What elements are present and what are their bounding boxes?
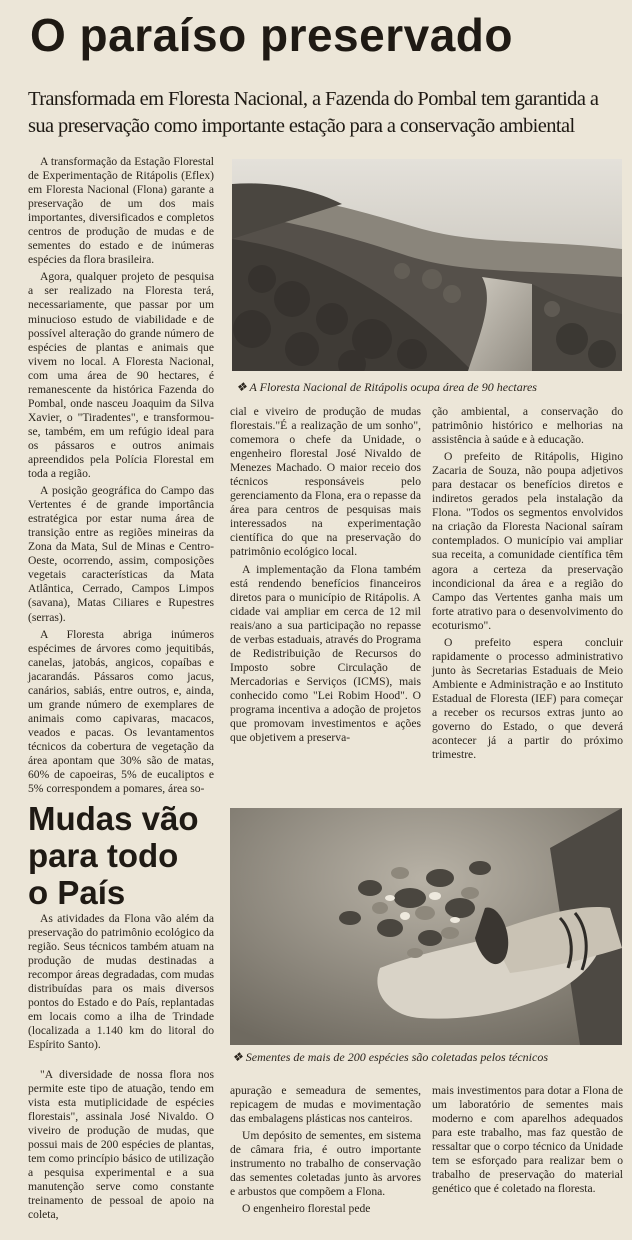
photo-caption: ❖ A Floresta Nacional de Ritápolis ocupa área de 90 hectares — [236, 380, 537, 394]
paragraph: "A diversidade de nossa flora nos permite este tipo de atuação, tendo em vista esta mutiplicidade de espécies florestais", assinala José Nivaldo. O viveiro de produção de mudas, que possui mais de 200 espécies de plantas, tem como princípio básico de utilização a pesquisa experimental e a sua manutenção serve como constante treinamento de pessoal de apoio na coleta, — [28, 1068, 214, 1222]
article-column-2 — [230, 405, 421, 745]
paragraph: Agora, qualquer projeto de pesquisa a ser realizado na Floresta terá, necessariamente, que passar por um minucioso estudo de viabilidade e de possível alteração do grande número de espécies de plantas e animais que vivem no local. A Floresta Nacional, com uma área de 90 hectares, é remanescente da histórica Fazenda do Pombal, onde nasceu Joaquim da Silva Xavier, o "Tiradentes", e transformou-se, também, em um refúgio ideal para os pássaros e outros animais apreendidos pela Polícia Florestal em toda a região. — [28, 270, 214, 481]
photo-caption: ❖ Sementes de mais de 200 espécies são coletadas pelos técnicos — [232, 1050, 549, 1064]
paragraph: mais investimentos para dotar a Flona de um laboratório de sementes mais moderno e com aparelhos adequados para este trabalho, mas faz questão de ressaltar que o corpo técnico da Unidade tem se esforçado para realizar bem o trabalho de preservação do material genético que é coletado na floresta. — [432, 1084, 623, 1196]
paragraph: A Floresta abriga inúmeros espécimes de árvores como jequitibás, canelas, jatobás, angicos, copaíbas e jacarandás. Pássaros como jacus, canários, sabiás, entre outros, e, ainda, um grande número de exemplares de animais como capivaras, macacos, veados e pacas. Os levantamentos técnicos da cobertura de vegetação da área apontam que 30% são de matas, 60% de capoeiras, 5% de eucaliptos e 5% correspondem a pomares, área so- — [28, 627, 214, 796]
subhead-line: sua preservação como importante estação para a conservação ambiental — [28, 115, 575, 137]
article-column-6 — [230, 1084, 421, 1216]
seeds-hand-photo — [230, 808, 622, 1045]
paragraph: A implementação da Flona também está rendendo benefícios financeiros diretos para o município de Ritápolis. A cidade vai ampliar em cerca de 12 mil reais/ano a sua participação no repasse de verbas estaduais, através do Programa de Redistribuição de Recursos do Imposto sobre Circulação de Mercadorias e Serviços (ICMS), mais conhecido como "Lei Robim Hood". O programa incentiva a adoção de projetos que promovam investimentos e ações que objetivem a preserva- — [230, 562, 421, 745]
seeds-hand-illustration — [230, 808, 622, 1045]
subhead — [28, 86, 624, 140]
paragraph: cial e viveiro de produção de mudas florestais."É a realização de um sonho", comemora o chefe da Unidade, o engenheiro florestal José Nivaldo de Menezes Machado. O maior receio dos técnicos responsáveis pelo gerenciamento da Flona, era o repasse da área para centros de pesquisas mais interessados na experimentação científica do que na preservação do patrimônio ecológico local. — [230, 405, 421, 559]
article-column-4 — [28, 912, 214, 1052]
paragraph: ção ambiental, a conservação do patrimônio histórico e melhorias na assistência à saúde e à educação. — [432, 405, 623, 447]
article-column-5 — [28, 1068, 214, 1223]
forest-river-illustration — [232, 159, 622, 371]
paragraph: Um depósito de sementes, em sistema de câmara fria, é outro importante instrumento no trabalho de conservação das sementes coletadas junto às arvores e arbustos que compõem a Flona. — [230, 1129, 421, 1199]
article-column-1 — [28, 155, 214, 796]
subhead-line: Transformada em Floresta Nacional, a Fazenda do Pombal tem garantida a — [28, 88, 599, 110]
paragraph: As atividades da Flona vão além da preservação do patrimônio ecológico da região. Seus técnicos também atuam na produção de mudas destinadas a recompor áreas degradadas, com mudas distribuídas para os mais diversos pontos do Estado e do País, replantadas em locais como a ilha de Trindade (localizada a 1.140 km do litoral do Espírito Santo). — [28, 912, 214, 1052]
forest-river-photo — [232, 159, 622, 371]
headline: O paraíso preservado — [30, 9, 513, 61]
section-title-line: Mudas vão — [28, 800, 199, 837]
paragraph: apuração e semeadura de sementes, repicagem de mudas e movimentação das embalagens plásticas nos canteiros. — [230, 1084, 421, 1126]
section-title-line: o País — [28, 874, 126, 911]
paragraph: A transformação da Estação Florestal de Experimentação de Ritápolis (Eflex) em Floresta Nacional (Flona) garante a preservação de um dos mais importantes, diversificados e completos centros de produção de mudas e de sementes do estado e de inúmeras espécies da flora brasileira. — [28, 155, 214, 267]
section-title — [28, 800, 228, 911]
article-column-7 — [432, 1084, 623, 1196]
section-title-line: para todo — [28, 837, 179, 874]
paragraph: O engenheiro florestal pede — [242, 1202, 371, 1216]
article-column-3 — [432, 405, 623, 762]
paragraph: A posição geográfica do Campo das Vertentes é de grande importância estratégica por estar numa área de transição entre as regiões mineiras da Zona da Mata, Sul de Minas e Centro-Oeste, ocorrendo, assim, composições vegetais características da Mata Atlântica, Cerrado, Campos Limpos (savana), Matas Ciliares e Rupestres (serras). — [28, 484, 214, 624]
paragraph: O prefeito espera concluir rapidamente o processo administrativo junto às Secretarias Estaduais de Meio Ambiente e Administração e ao Instituto Estadual de Floresta (IEF) para começar a receber os recursos extras junto ao governo do Estado, o que deverá acontecer já a partir do próximo trimestre. — [432, 635, 623, 762]
paragraph: O prefeito de Ritápolis, Higino Zacaria de Souza, não poupa adjetivos para destacar os benefícios diretos e indiretos gerados pela instalação da Flona. "Todos os segmentos envolvidos na criação da Floresta Nacional saíram contemplados. O município vai ampliar sua receita, a comunidade científica têm agora a certeza da preservação incondicional da área e a região do Campo das Vertentes ganha mais um forte atrativo para o desenvolvimento do ecoturismo". — [432, 450, 623, 632]
